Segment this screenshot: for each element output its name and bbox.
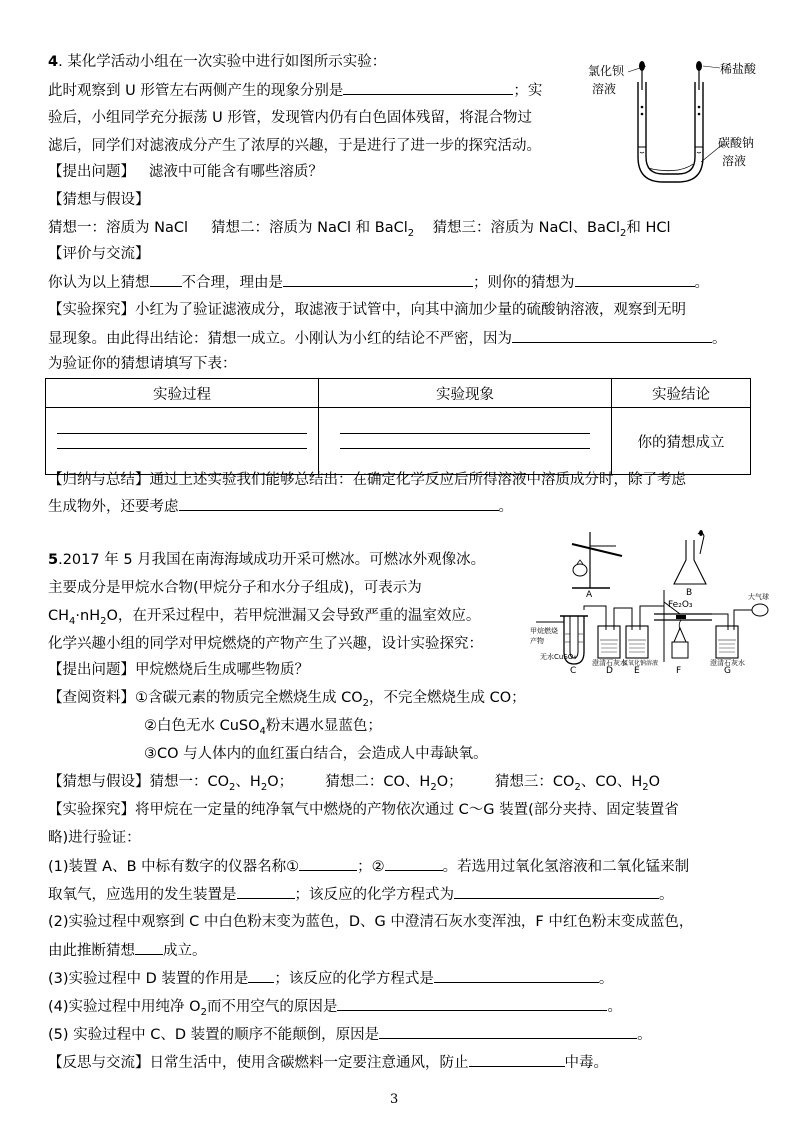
q4-line-3: 验后，小组同学充分振荡 U 形管，发现管内仍有白色固体残留，将混合物过 <box>48 110 532 126</box>
q5-sub4: (4)实验过程中用纯净 $O_2$而不用空气的原因是 。 <box>48 996 622 1023</box>
q5-explore-1: 【实验探究】将甲烷在一定量的纯净氧气中燃烧的产物依次通过 C～G 装置(部分夹持、固定装置省 <box>48 802 679 818</box>
q4-summary-line-2: 生成物外，还要考虑 。 <box>48 496 513 517</box>
q5-apparatus-figure: A B C D E F G Fe₂O₃ 无水CuSO₄ 澄清石灰水 氢氧化钠溶液 澄清石灰水 甲烷燃烧产物 大气球 <box>530 530 776 676</box>
q5-line-2: 主要成分是甲烷水合物(甲烷分子和水分子组成)，可表示为 <box>48 580 422 596</box>
q5-blank-poisoning[interactable] <box>469 1052 565 1067</box>
q4-hypothesis-heading: 【猜想与假设】 <box>48 192 150 208</box>
q4-blank-reason[interactable] <box>283 272 473 287</box>
q5-blank-equation-1[interactable] <box>454 884 659 899</box>
q5-blank-apparatus[interactable] <box>237 884 295 899</box>
q4-blank-guess[interactable] <box>150 272 182 287</box>
q4-explore-line-2: 显现象。由此得出结论：猜想一成立。小刚认为小红的结论不严密，因为 。 <box>48 328 727 349</box>
q4-title: 4. 某化学活动小组在一次实验中进行如图所示实验： <box>48 54 387 70</box>
q5-sub3: (3)实验过程中 D 装置的作用是 ；该反应的化学方程式是 。 <box>48 968 613 989</box>
table-header-process: 实验过程 <box>46 379 319 408</box>
q4-blank-your-guess[interactable] <box>575 272 695 287</box>
q5-sub2-line-2: 由此推断猜想 成立。 <box>48 940 207 961</box>
q4-blank-because[interactable] <box>512 328 712 343</box>
q5-blank-hypothesis[interactable] <box>135 940 163 955</box>
q5-reference-3: ③CO 与人体内的血红蛋白结合，会造成人中毒缺氧。 <box>144 746 488 762</box>
q4-evaluation-line: 你认为以上猜想 不合理，理由是 ；则你的猜想为 。 <box>48 272 709 293</box>
q5-reflection: 【反思与交流】日常生活中，使用含碳燃料一定要注意通风，防止 中毒。 <box>48 1052 608 1073</box>
table-cell-phenomenon[interactable] <box>319 408 612 475</box>
q5-explore-2: 略)进行验证： <box>48 830 141 846</box>
q5-number: 5 <box>48 552 59 568</box>
q5-line-4: 化学兴趣小组的同学对甲烷燃烧的产物产生了兴趣，设计实验探究： <box>48 636 483 652</box>
q4-line-2: 此时观察到 U 形管左右两侧产生的现象分别是 ；实 <box>48 80 542 101</box>
q5-sub2-line-1: (2)实验过程中观察到 C 中白色粉末变为蓝色，D、G 中澄清石灰水变浑浊，F 中红色粉末变成蓝色， <box>48 914 694 930</box>
q4-blank-phenomena[interactable] <box>343 80 513 95</box>
q5-hypotheses: 【猜想与假设】猜想一：$CO_2$、$H_2O$； 猜想二：CO、$H_2O$； 猜想三：$CO_2$、CO、$H_2O$ <box>48 774 661 793</box>
q5-blank-d-role[interactable] <box>248 968 274 983</box>
q5-sub5: (5) 实验过程中 C、D 装置的顺序不能颠倒，原因是 。 <box>48 1024 652 1045</box>
q4-hypotheses: 猜想一：溶质为 NaCl 猜想二：溶质为 NaCl 和 BaCl$_2$ 猜想三：溶质为 NaCl、BaCl$_2$和 HCl <box>48 220 671 239</box>
q4-explore-line-1: 【实验探究】小红为了验证滤液成分，取滤液于试管中，向其中滴加少量的硫酸钠溶液，观察到无明 <box>48 302 686 318</box>
q4-blank-consider[interactable] <box>179 496 499 511</box>
table-header-phenomenon: 实验现象 <box>319 379 612 408</box>
q5-blank-instrument-2[interactable] <box>385 856 443 871</box>
q4-line-4: 滤后，同学们对滤液成分产生了浓厚的兴趣，于是进行了进一步的探究活动。 <box>48 138 541 154</box>
q4-evaluation-heading: 【评价与交流】 <box>48 246 150 262</box>
q4-number: 4 <box>48 54 59 70</box>
q4-table-intro: 为验证你的猜想请填写下表： <box>48 356 237 372</box>
q5-blank-equation-2[interactable] <box>434 968 599 983</box>
q5-blank-instrument-1[interactable] <box>299 856 357 871</box>
q4-u-tube-figure: 氯化钡 溶液 稀盐酸 碳酸钠 溶液 <box>588 52 768 192</box>
q4-summary-line-1: 【归纳与总结】通过上述实验我们能够总结出：在确定化学反应后所得溶液中溶质成分时，除了考虑 <box>48 472 686 488</box>
table-header-conclusion: 实验结论 <box>612 379 751 408</box>
q5-sub1-line-1: (1)装置 A、B 中标有数字的仪器名称① ；② 。若选用过氧化氢溶液和二氧化锰来制 <box>48 856 689 877</box>
q5-blank-pure-oxygen[interactable] <box>337 996 607 1011</box>
q5-question: 【提出问题】甲烷燃烧后生成哪些物质？ <box>48 662 309 678</box>
q5-sub1-line-2: 取氧气，应选用的发生装置是 ；该反应的化学方程式为 。 <box>48 884 674 905</box>
table-cell-conclusion: 你的猜想成立 <box>612 408 751 475</box>
q5-line-3: $CH_4\cdot nH_2O$，在开采过程中，若甲烷泄漏又会导致严重的温室效应。 <box>48 608 481 627</box>
table-cell-process[interactable] <box>46 408 319 475</box>
q5-reference-2: ②白色无水 CuSO$_4$粉末遇水显蓝色； <box>144 718 382 737</box>
q5-reference-1: 【查阅资料】①含碳元素的物质完全燃烧生成 $CO_2$，不完全燃烧生成 CO； <box>48 690 526 709</box>
q5-blank-order-reason[interactable] <box>379 1024 637 1039</box>
page-number: 3 <box>390 1092 399 1107</box>
q5-title: 5.2017 年 5 月我国在南海海域成功开采可燃冰。可燃冰外观像冰。 <box>48 552 486 568</box>
q4-question-line: 【提出问题】 滤液中可能含有哪些溶质？ <box>48 164 323 180</box>
q4-experiment-table <box>45 378 751 475</box>
